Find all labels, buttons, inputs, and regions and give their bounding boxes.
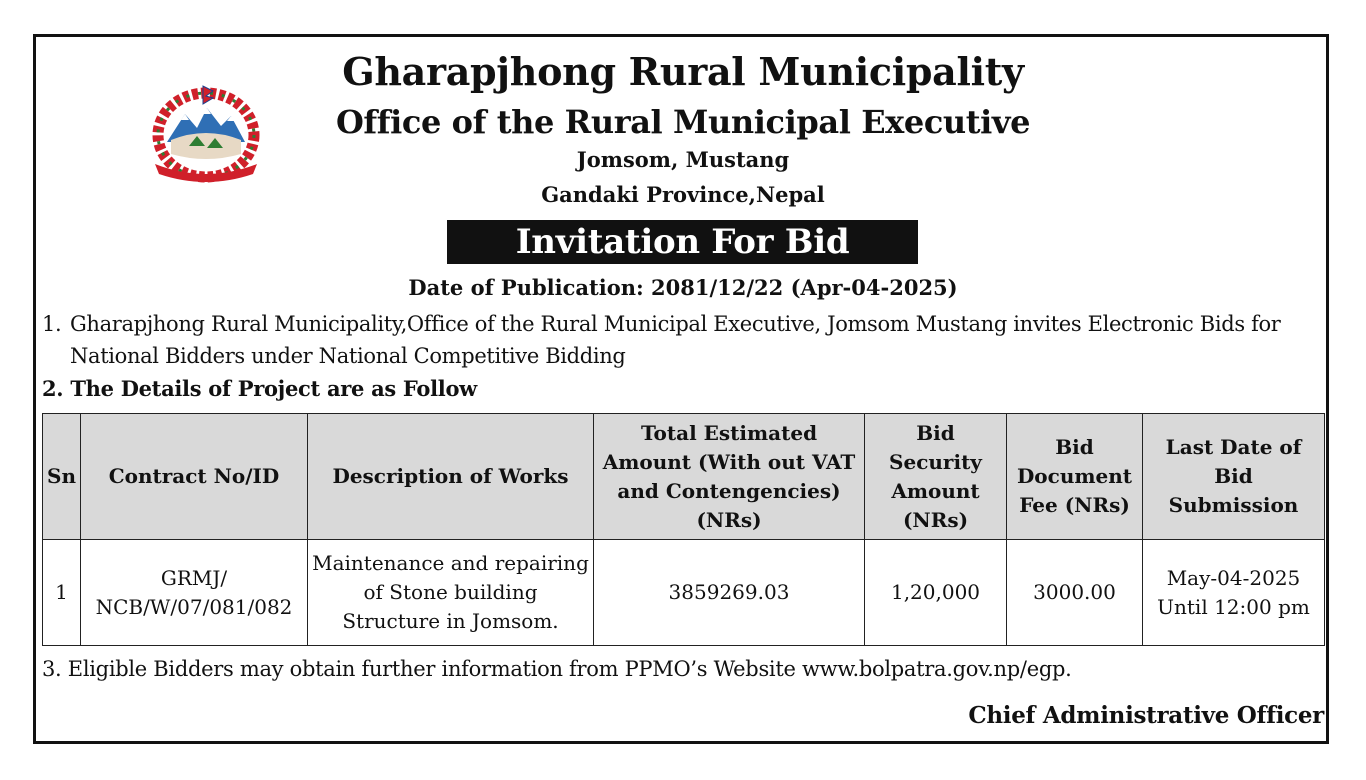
col-header-document-fee: Bid Document Fee (NRs) [1007, 414, 1143, 540]
contract-line-1: GRMJ/ [160, 565, 228, 590]
point-2-heading: 2. The Details of Project are as Follow [42, 376, 477, 401]
cell-estimated-amount: 3859269.03 [594, 540, 865, 646]
project-details-table [42, 413, 1325, 646]
col-header-estimated-amount: Total Estimated Amount (With out VAT and Contengencies) (NRs) [594, 414, 865, 540]
cell-document-fee: 3000.00 [1007, 540, 1143, 646]
col-header-description: Description of Works [308, 414, 594, 540]
signoff-title: Chief Administrative Officer [968, 702, 1324, 729]
last-date-line-1: May-04-2025 [1166, 565, 1301, 590]
contract-line-2: NCB/W/07/081/082 [95, 594, 293, 619]
point-1-number: 1. [42, 312, 62, 336]
office-subtitle: Office of the Rural Municipal Executive [335, 103, 1031, 141]
point-3: 3. Eligible Bidders may obtain further information from PPMO’s Website www.bolpatra.gov.np/egp. [42, 657, 1072, 681]
last-date-line-2: Until 12:00 pm [1157, 594, 1310, 619]
municipality-title: Gharapjhong Rural Municipality [342, 49, 1024, 94]
address-line-2: Gandaki Province,Nepal [541, 182, 825, 207]
invitation-banner: Invitation For Bid [447, 220, 918, 264]
col-header-bid-security: Bid Security Amount (NRs) [865, 414, 1007, 540]
col-header-sn: Sn [43, 414, 81, 540]
col-header-contract: Contract No/ID [81, 414, 308, 540]
address-line-1: Jomsom, Mustang [576, 147, 790, 172]
publication-date: Date of Publication: 2081/12/22 (Apr-04-2025) [408, 275, 958, 300]
point-1 [42, 308, 1332, 372]
table-row [43, 540, 1325, 646]
cell-last-date [1143, 540, 1325, 646]
point-1-text: Gharapjhong Rural Municipality,Office of the Rural Municipal Executive, Jomsom Mustang invites Electronic Bids for National Bidders under National Competitive Bidding [70, 312, 1281, 368]
cell-sn: 1 [43, 540, 81, 646]
col-header-last-date: Last Date of Bid Submission [1143, 414, 1325, 540]
table-header-row [43, 414, 1325, 540]
cell-bid-security: 1,20,000 [865, 540, 1007, 646]
cell-contract [81, 540, 308, 646]
cell-description: Maintenance and repairing of Stone building Structure in Jomsom. [308, 540, 594, 646]
